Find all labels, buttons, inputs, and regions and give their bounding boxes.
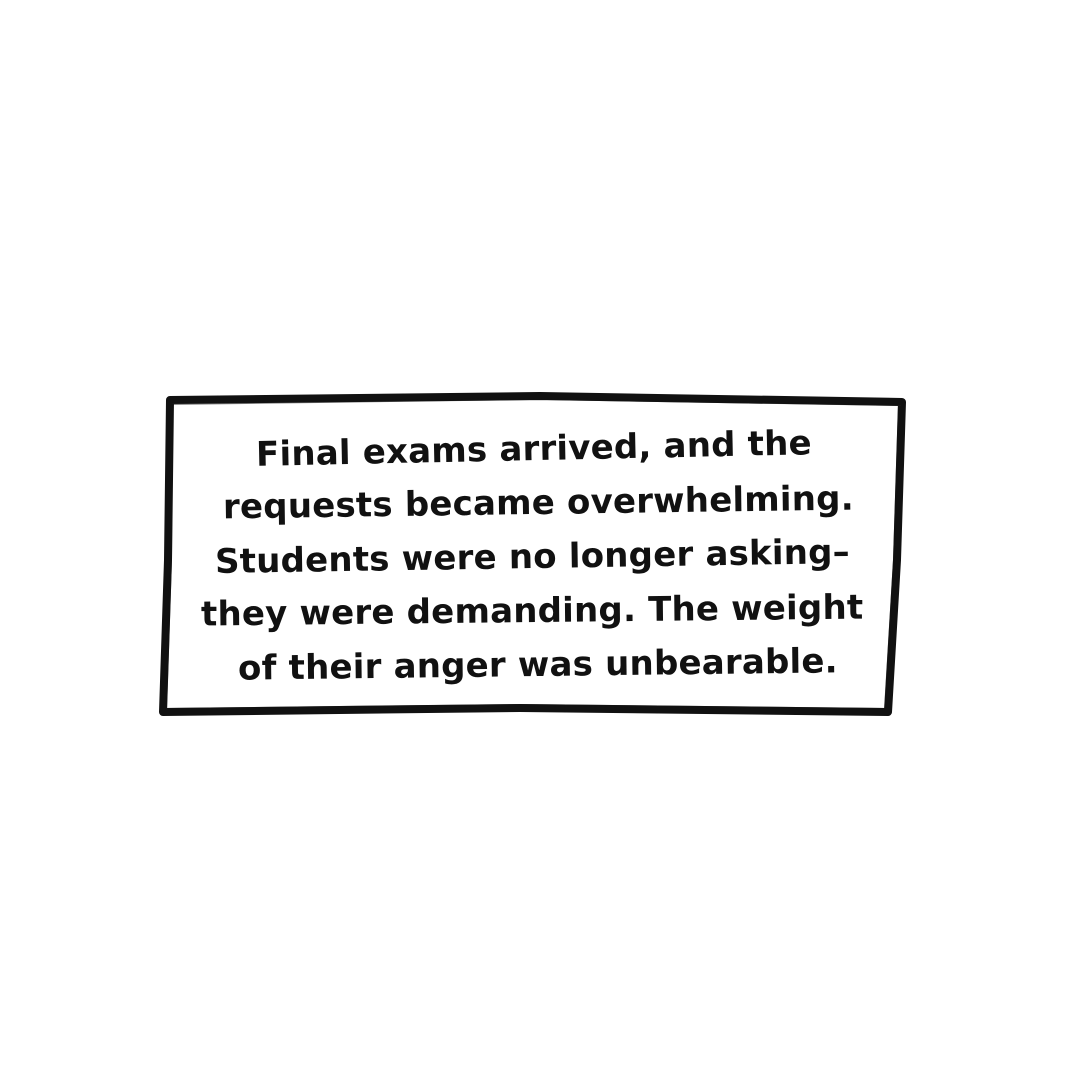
caption-line-2: requests became overwhelming. (222, 478, 854, 528)
caption-box (180, 412, 892, 702)
caption-line-1: Final exams arrived, and the (255, 423, 813, 475)
caption-line-5: of their anger was unbearable. (237, 641, 839, 689)
caption-line-3: Students were no longer asking– (214, 532, 850, 583)
caption-line-4: they were demanding. The weight (200, 587, 864, 635)
